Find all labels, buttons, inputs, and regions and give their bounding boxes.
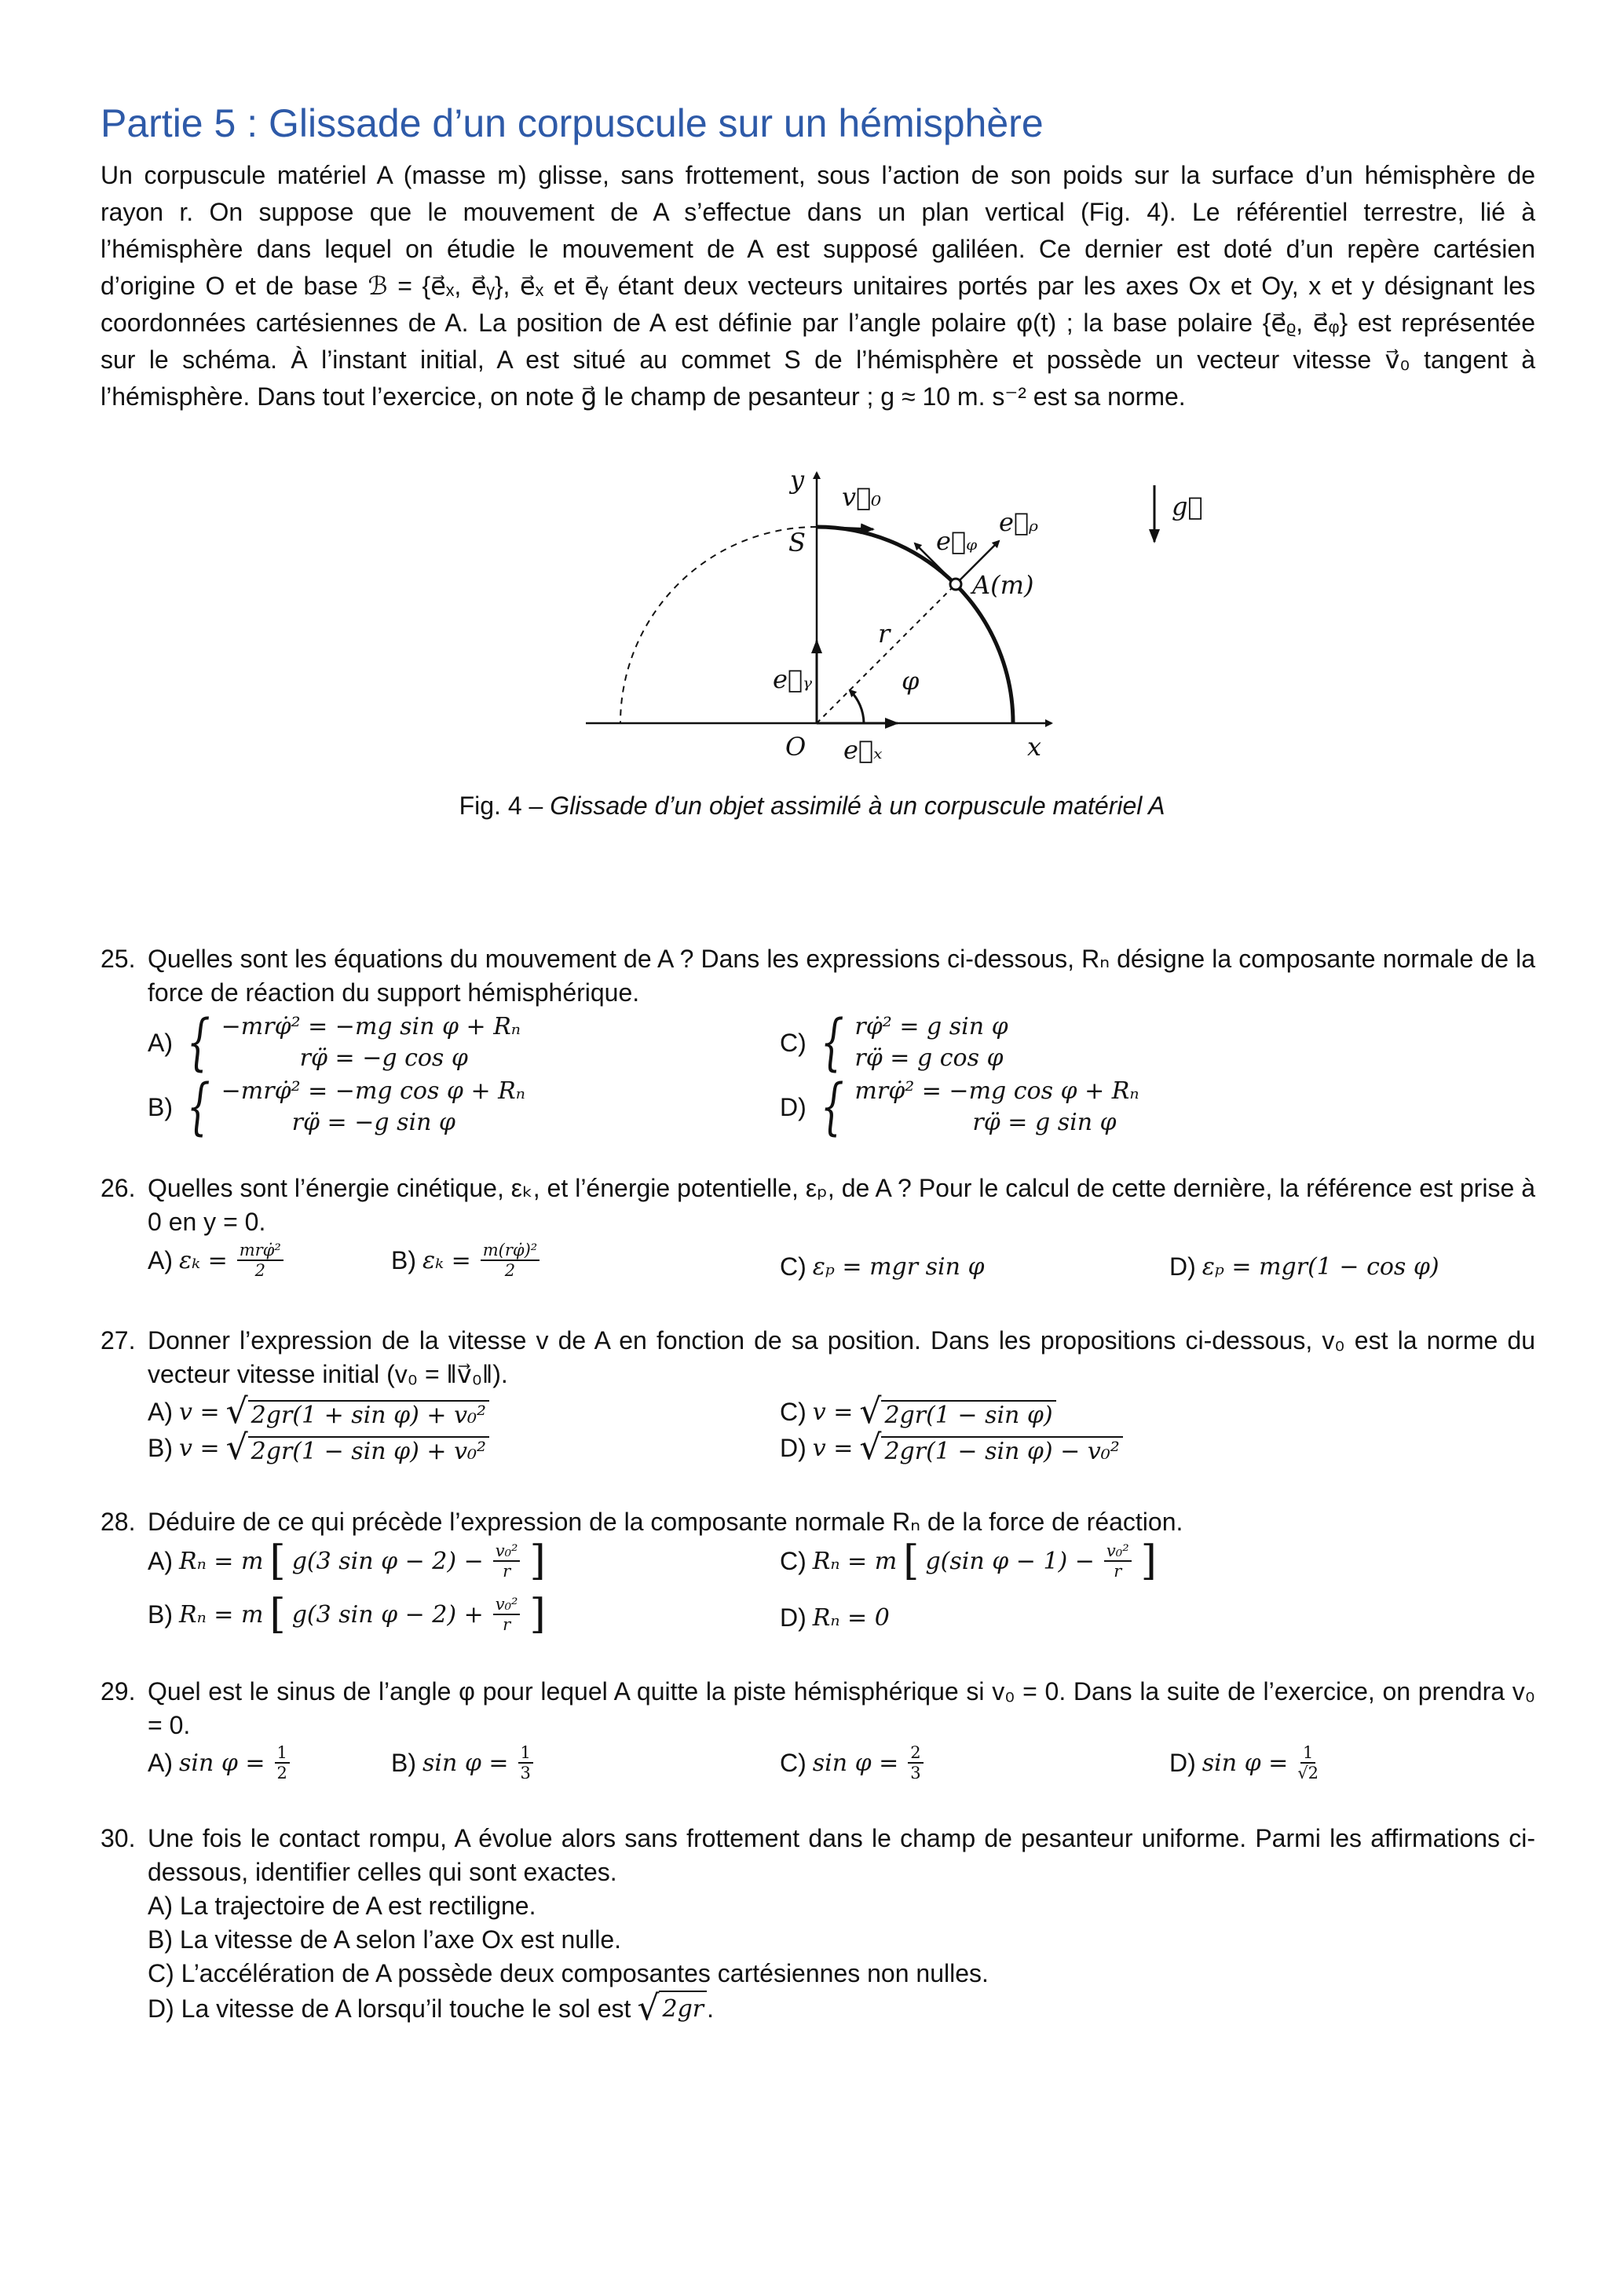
equation: rφ̇² = g sin φ (854, 1013, 1008, 1040)
q30-option-a[interactable]: A) La trajectoire de A est rectiligne. (148, 1892, 536, 1920)
label-ephi: e⃗ᵩ (936, 526, 978, 556)
expression: g(sin φ − 1) − (925, 1547, 1095, 1575)
q25-option-c[interactable]: C) { rφ̇² = g sin φ rφ̈ = g cos φ (780, 1007, 1008, 1078)
intro-line: d’origine O et de base ℬ = {e⃗ₓ, e⃗ᵧ}, e⃗ₓ et e⃗ᵧ étant deux vecteurs unitaires portés par les axes Ox et Oy, x et y désignant les (101, 272, 1535, 300)
label-g: g⃗ (1172, 492, 1203, 521)
label-O: O (785, 732, 807, 762)
q29-option-b[interactable] (391, 1743, 536, 1782)
label-ex: e⃗ₓ (843, 735, 883, 765)
option-label: C) (780, 1252, 807, 1281)
question-text: Quel est le sinus de l’angle φ pour lequel A quitte la piste hémisphérique si v₀ = 0. Dans la suite de l’exercice, on prendra v₀ = 0. (148, 1677, 1535, 1739)
q30-option-b[interactable]: B) La vitesse de A selon l’axe Ox est nulle. (148, 1925, 621, 1954)
option-label: C) (780, 1397, 807, 1426)
radius-line (817, 584, 956, 723)
question-text: Une fois le contact rompu, A évolue alors sans frottement dans le champ de pesanteur uniforme. Parmi les affirmations ci-dessous, identifier celles qui sont exactes. (148, 1824, 1535, 1886)
question-number: 26. (101, 1174, 136, 1202)
fraction: $\frac{1}{3}$ (518, 1743, 533, 1782)
option-label: D) (1169, 1748, 1196, 1777)
fraction: $\frac{1}{√2}$ (1297, 1743, 1319, 1782)
option-label: B) (391, 1748, 416, 1777)
intro-line: rayon r. On suppose que le mouvement de A s’effectue dans un plan vertical (Fig. 4). Le référentiel terrestre, lié à (101, 198, 1535, 226)
expression: Rₙ = m (179, 1547, 264, 1575)
equation: rφ̈ = −g sin φ (291, 1109, 455, 1136)
caption-prefix: Fig. 4 – (459, 792, 550, 820)
intro-line: coordonnées cartésiennes de A. La position de A est définie par l’angle polaire φ(t) ; la base polaire {e⃗ᵨ, e⃗ᵩ} est représentée (101, 309, 1535, 337)
equation: −mrφ̇² = −mg sin φ + Rₙ (221, 1013, 521, 1040)
q30-option-c[interactable]: C) L’accélération de A possède deux composantes cartésiennes non nulles. (148, 1959, 989, 1987)
label-v0: v⃗₀ (842, 482, 882, 512)
q28-option-c[interactable]: C) Rₙ = m [ g(sin φ − 1) − $\frac{\text{v₀²}}{r}$ ] (780, 1537, 1157, 1585)
option-label: B) (148, 1600, 173, 1629)
period: . (707, 1994, 715, 2023)
fraction: $\frac{\text{v₀²}}{r}$ (493, 1595, 521, 1634)
question-number: 30. (101, 1824, 136, 1852)
label-ey: e⃗ᵧ (773, 664, 813, 694)
question-30 (101, 1822, 1535, 2026)
expression: εₖ = (179, 1246, 228, 1274)
question-number: 28. (101, 1508, 136, 1536)
option-label: D) (1169, 1252, 1196, 1281)
expression: sin φ = (179, 1749, 265, 1777)
fraction: $\frac{\text{m(rφ̇)²}}{2}$ (481, 1241, 540, 1280)
question-25 (101, 942, 1535, 1010)
question-number: 29. (101, 1677, 136, 1706)
q26-option-b[interactable] (391, 1241, 543, 1280)
option-label: A) (148, 1245, 173, 1274)
equation: rφ̈ = g cos φ (854, 1044, 1004, 1072)
label-r: r (878, 619, 891, 649)
option-label: A) (148, 1546, 173, 1575)
question-text: Quelles sont les équations du mouvement de A ? Dans les expressions ci-dessous, Rₙ désigne la composante normale de la force de réaction du support hémisphérique. (148, 945, 1535, 1007)
label-y: y (790, 465, 805, 495)
option-label: A) (148, 1028, 173, 1057)
question-text: Donner l’expression de la vitesse v de A en fonction de sa position. Dans les propositions ci-dessous, v₀ est la norme du vecteur vitesse initial (v₀ = ‖v⃗₀‖). (148, 1326, 1535, 1388)
point-A (950, 579, 961, 590)
angle-arc (850, 690, 864, 723)
square-root: √ 2gr(1 − sin φ) (859, 1395, 1055, 1429)
figure-hemisphere (0, 0, 1624, 785)
square-root: √ 2gr(1 − sin φ) − v₀² (859, 1431, 1122, 1465)
question-29 (101, 1675, 1535, 1742)
expression: Rₙ = m (179, 1600, 264, 1629)
q26-option-a[interactable] (148, 1241, 287, 1280)
expression: v = (812, 1434, 854, 1462)
equation: rφ̈ = g sin φ (972, 1109, 1117, 1136)
square-root: √ 2gr(1 − sin φ) + v₀² (226, 1431, 489, 1465)
option-label: D) (780, 1092, 807, 1121)
question-text: Quelles sont l’énergie cinétique, εₖ, et l’énergie potentielle, εₚ, de A ? Pour le calcul de cette dernière, la référence est prise à 0 en y = 0. (148, 1174, 1535, 1236)
option-label: B) (148, 1433, 173, 1462)
question-text: Déduire de ce qui précède l’expression de la composante normale Rₙ de la force de réaction. (148, 1508, 1183, 1536)
expression: v = (812, 1398, 854, 1426)
q27-option-b[interactable] (148, 1428, 489, 1468)
intro-line: l’hémisphère. Dans tout l’exercice, on note g⃗ le champ de pesanteur ; g ≈ 10 m. s⁻² est sa norme. (101, 382, 1186, 411)
expression: εₚ = mgr sin φ (812, 1253, 985, 1281)
option-text: D) La vitesse de A lorsqu’il touche le sol est (148, 1994, 631, 2023)
square-root: √ 2gr (637, 1991, 707, 2026)
section-title: Partie 5 : Glissade d’un corpuscule sur un hémisphère (101, 101, 1044, 145)
expression: εₚ = mgr(1 − cos φ) (1202, 1253, 1439, 1281)
intro-line: Un corpuscule matériel A (masse m) glisse, sans frottement, sous l’action de son poids sur la surface d’un hémisphère de (101, 161, 1535, 189)
caption-text: Glissade d’un objet assimilé à un corpuscule matériel A (550, 792, 1165, 820)
equation: mrφ̇² = −mg cos φ + Rₙ (854, 1077, 1139, 1105)
expression: v = (179, 1398, 220, 1426)
question-26 (101, 1172, 1535, 1239)
fraction: $\frac{\text{v₀²}}{r}$ (1104, 1541, 1132, 1581)
fraction: $\frac{1}{2}$ (275, 1743, 290, 1782)
q28-option-a[interactable]: A) Rₙ = m [ g(3 sin φ − 2) − $\frac{\text{v₀²}}{r}$ ] (148, 1537, 546, 1585)
question-number: 27. (101, 1326, 136, 1355)
square-root: √ 2gr(1 + sin φ) + v₀² (226, 1395, 489, 1429)
intro-line: sur le schéma. À l’instant initial, A est situé au commet S de l’hémisphère et possède un vecteur vitesse v⃗₀ tangent à (101, 345, 1535, 374)
q29-option-d[interactable] (1169, 1743, 1322, 1782)
q27-option-c[interactable] (780, 1391, 1056, 1431)
q28-option-b[interactable]: B) Rₙ = m [ g(3 sin φ − 2) + $\frac{\text{v₀²}}{r}$ ] (148, 1591, 546, 1638)
question-number: 25. (101, 945, 136, 973)
equation: −mrφ̇² = −mg cos φ + Rₙ (221, 1077, 525, 1105)
q27-option-a[interactable] (148, 1391, 489, 1431)
q25-option-d[interactable]: D) { mrφ̇² = −mg cos φ + Rₙ rφ̈ = g sin φ (780, 1072, 1139, 1143)
q30-option-d[interactable] (148, 1988, 1535, 2028)
q29-option-a[interactable] (148, 1743, 293, 1782)
q25-option-a[interactable]: A) { −mrφ̇² = −mg sin φ + Rₙ rφ̈ = −g cos φ (148, 1007, 521, 1078)
expression: Rₙ = 0 (812, 1604, 890, 1632)
expression: sin φ = (812, 1749, 899, 1777)
option-label: A) (148, 1397, 173, 1426)
expression: sin φ = (1202, 1749, 1289, 1777)
q27-option-d[interactable] (780, 1428, 1123, 1468)
fraction: $\frac{\text{v₀²}}{r}$ (493, 1541, 521, 1581)
fraction: $\frac{\text{mrφ̇²}}{2}$ (237, 1241, 283, 1280)
fraction: $\frac{2}{3}$ (908, 1743, 923, 1782)
option-label: A) (148, 1748, 173, 1777)
expression: Rₙ = m (812, 1547, 898, 1575)
option-label: D) (780, 1433, 807, 1462)
figure-caption (0, 792, 1624, 821)
option-label: D) (780, 1603, 807, 1632)
option-label: C) (780, 1546, 807, 1575)
option-label: B) (148, 1092, 173, 1121)
label-A: A(m) (972, 570, 1034, 600)
q26-option-c[interactable] (780, 1252, 984, 1281)
option-label: C) (780, 1028, 807, 1057)
q26-option-d[interactable] (1169, 1252, 1439, 1281)
expression: sin φ = (422, 1749, 509, 1777)
label-phi: φ (902, 666, 920, 696)
label-S: S (788, 528, 806, 558)
question-28 (101, 1505, 1535, 1539)
option-label: B) (391, 1245, 416, 1274)
expression: v = (179, 1434, 220, 1462)
q25-option-b[interactable]: B) { −mrφ̇² = −mg cos φ + Rₙ rφ̈ = −g sin φ (148, 1072, 525, 1143)
equation: rφ̈ = −g cos φ (299, 1044, 468, 1072)
question-27 (101, 1324, 1535, 1391)
label-x: x (1027, 732, 1042, 762)
expression: εₖ = (422, 1246, 471, 1274)
q28-option-d[interactable] (780, 1603, 890, 1632)
q29-option-c[interactable] (780, 1743, 927, 1782)
expression: g(3 sin φ − 2) − (291, 1547, 484, 1575)
option-label: C) (780, 1748, 807, 1777)
intro-line: l’hémisphère dans lequel on étudie le mouvement de A est supposé galiléen. Ce dernier est doté d’un repère cartésien (101, 235, 1535, 263)
expression: g(3 sin φ − 2) + (291, 1600, 484, 1629)
label-erho: e⃗ᵨ (999, 507, 1038, 537)
